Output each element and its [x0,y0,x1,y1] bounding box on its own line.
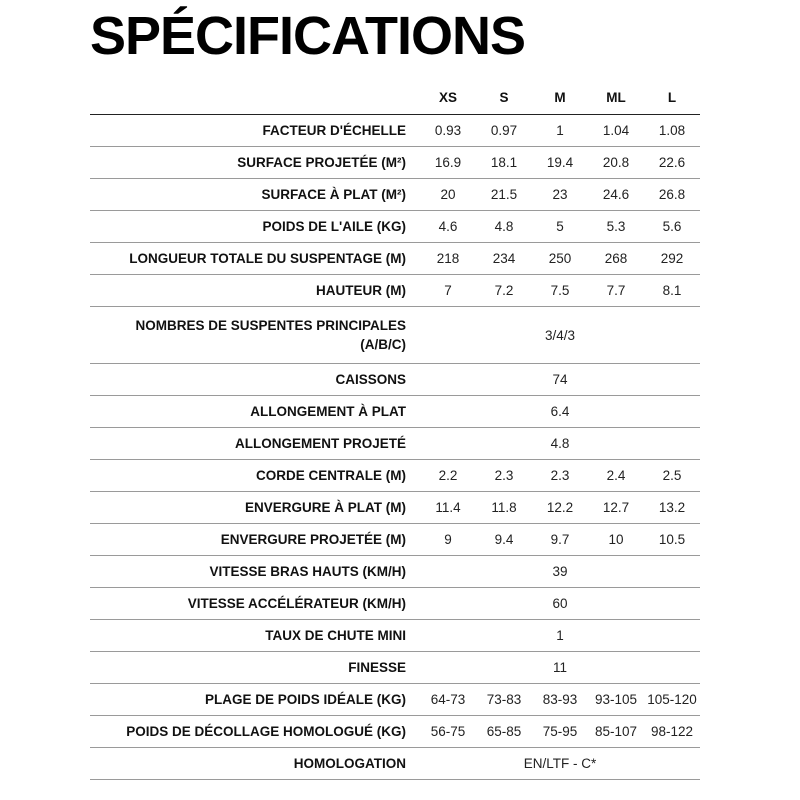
spec-label: ALLONGEMENT À PLAT [90,396,420,428]
spec-value-all-sizes: 4.8 [420,428,700,460]
spec-label: ENVERGURE À PLAT (M) [90,492,420,524]
spec-value-m: 250 [532,243,588,275]
spec-value-all-sizes: 39 [420,556,700,588]
spec-row-caissons [90,364,700,396]
spec-value-ml: 24.6 [588,179,644,211]
spec-value-all-sizes: 1 [420,620,700,652]
spec-value-s: 21.5 [476,179,532,211]
spec-value-ml: 7.7 [588,275,644,307]
spec-row-taux-chute-mini [90,620,700,652]
spec-value-all-sizes: 60 [420,588,700,620]
spec-row-allongement-plat [90,396,700,428]
spec-value-l: 292 [644,243,700,275]
spec-value-ml: 10 [588,524,644,556]
spec-value-s: 0.97 [476,115,532,147]
spec-value-xs: 56-75 [420,716,476,748]
size-header-l: L [644,80,700,115]
spec-value-l: 5.6 [644,211,700,243]
spec-row-envergure-plat [90,492,700,524]
spec-label: SURFACE PROJETÉE (M²) [90,147,420,179]
spec-label: HOMOLOGATION [90,748,420,780]
size-header-ml: ML [588,80,644,115]
spec-label: ENVERGURE PROJETÉE (M) [90,524,420,556]
spec-value-l: 8.1 [644,275,700,307]
spec-value-s: 4.8 [476,211,532,243]
spec-value-ml: 2.4 [588,460,644,492]
page-title: SPÉCIFICATIONS [90,6,526,66]
spec-value-l: 1.08 [644,115,700,147]
spec-row-surface-projetee [90,147,700,179]
spec-label: LONGUEUR TOTALE DU SUSPENTAGE (M) [90,243,420,275]
spec-row-hauteur [90,275,700,307]
spec-label: VITESSE BRAS HAUTS (KM/H) [90,556,420,588]
spec-value-ml: 20.8 [588,147,644,179]
spec-value-m: 1 [532,115,588,147]
spec-value-xs: 64-73 [420,684,476,716]
spec-value-l: 10.5 [644,524,700,556]
spec-value-ml: 5.3 [588,211,644,243]
spec-value-l: 22.6 [644,147,700,179]
spec-value-xs: 7 [420,275,476,307]
spec-value-s: 7.2 [476,275,532,307]
spec-row-vitesse-bras-hauts [90,556,700,588]
spec-value-l: 13.2 [644,492,700,524]
spec-value-m: 83-93 [532,684,588,716]
header-label-spacer [90,80,420,115]
spec-value-l: 105-120 [644,684,700,716]
spec-value-l: 2.5 [644,460,700,492]
spec-value-xs: 20 [420,179,476,211]
size-header-row [90,80,700,115]
spec-label: FINESSE [90,652,420,684]
spec-row-corde-centrale [90,460,700,492]
spec-label: VITESSE ACCÉLÉRATEUR (KM/H) [90,588,420,620]
spec-value-m: 5 [532,211,588,243]
spec-row-envergure-projetee [90,524,700,556]
spec-value-all-sizes: 3/4/3 [420,307,700,364]
spec-value-xs: 4.6 [420,211,476,243]
spec-label: FACTEUR D'ÉCHELLE [90,115,420,147]
spec-value-ml: 12.7 [588,492,644,524]
spec-label: SURFACE À PLAT (M²) [90,179,420,211]
spec-label: PLAGE DE POIDS IDÉALE (KG) [90,684,420,716]
spec-value-m: 75-95 [532,716,588,748]
spec-row-allongement-projete [90,428,700,460]
spec-row-finesse [90,652,700,684]
spec-value-m: 7.5 [532,275,588,307]
spec-value-s: 9.4 [476,524,532,556]
spec-value-ml: 1.04 [588,115,644,147]
spec-value-ml: 268 [588,243,644,275]
spec-value-m: 23 [532,179,588,211]
spec-value-m: 9.7 [532,524,588,556]
spec-value-s: 2.3 [476,460,532,492]
spec-label: CAISSONS [90,364,420,396]
spec-value-l: 98-122 [644,716,700,748]
spec-row-facteur-echelle [90,115,700,147]
spec-label: POIDS DE DÉCOLLAGE HOMOLOGUÉ (KG) [90,716,420,748]
spec-value-s: 73-83 [476,684,532,716]
spec-value-ml: 85-107 [588,716,644,748]
spec-value-s: 11.8 [476,492,532,524]
spec-value-all-sizes: EN/LTF - C* [420,748,700,780]
spec-row-poids-aile [90,211,700,243]
size-header-m: M [532,80,588,115]
spec-value-s: 18.1 [476,147,532,179]
spec-label: CORDE CENTRALE (M) [90,460,420,492]
spec-value-all-sizes: 74 [420,364,700,396]
spec-value-ml: 93-105 [588,684,644,716]
spec-value-s: 234 [476,243,532,275]
spec-label: ALLONGEMENT PROJETÉ [90,428,420,460]
spec-label: TAUX DE CHUTE MINI [90,620,420,652]
spec-label: HAUTEUR (M) [90,275,420,307]
spec-value-xs: 218 [420,243,476,275]
spec-label: POIDS DE L'AILE (KG) [90,211,420,243]
size-header-xs: XS [420,80,476,115]
spec-value-m: 12.2 [532,492,588,524]
spec-value-m: 19.4 [532,147,588,179]
size-header-s: S [476,80,532,115]
specifications-table [90,80,700,780]
spec-row-vitesse-accelerateur [90,588,700,620]
spec-value-s: 65-85 [476,716,532,748]
spec-label: NOMBRES DE SUSPENTES PRINCIPALES (A/B/C) [90,307,420,364]
spec-row-surface-plat [90,179,700,211]
spec-value-xs: 0.93 [420,115,476,147]
spec-value-m: 2.3 [532,460,588,492]
spec-row-longueur-suspentage [90,243,700,275]
spec-value-xs: 16.9 [420,147,476,179]
spec-row-homologation [90,748,700,780]
spec-row-plage-poids-ideale [90,684,700,716]
spec-value-all-sizes: 6.4 [420,396,700,428]
spec-row-poids-decollage-homologue [90,716,700,748]
spec-value-xs: 9 [420,524,476,556]
spec-value-l: 26.8 [644,179,700,211]
spec-value-xs: 11.4 [420,492,476,524]
spec-value-xs: 2.2 [420,460,476,492]
spec-row-suspentes-principales [90,307,700,364]
spec-value-all-sizes: 11 [420,652,700,684]
